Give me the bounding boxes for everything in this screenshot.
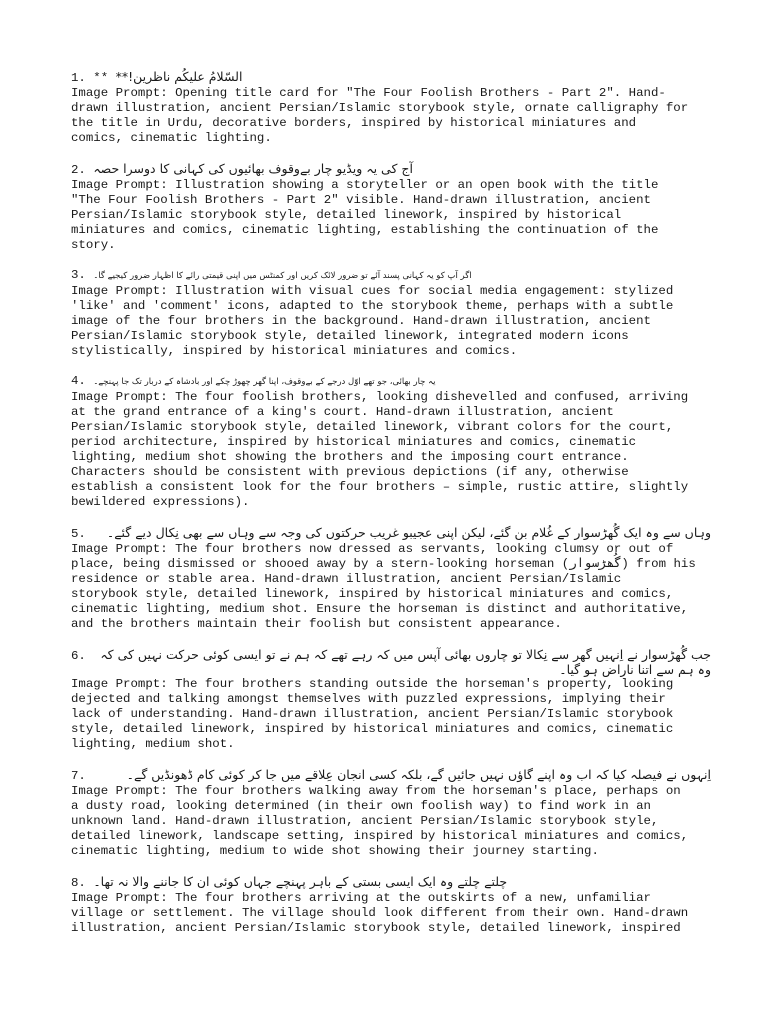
image-prompt (71, 86, 711, 146)
item-number: 4. (71, 374, 94, 388)
image-prompt (71, 784, 711, 859)
image-prompt-label: Image Prompt: (71, 390, 168, 404)
image-prompt-text: The four foolish brothers, looking dishevelled and confused, arriving at the grand entrance of a king's court. Hand-drawn illustration, ancient Persian/Islamic storybook style, detailed linework, vibrant colors for the court, period architecture, inspired by historical miniatures and comics, cinematic lighting, medium shot showing the brothers and the imposing court entrance. Characters should be consistent with previous depictions (if any, otherwise establish a consistent look for the four brothers – simple, rustic attire, slightly bewildered expressions). (71, 390, 689, 509)
urdu-narration-line (71, 69, 711, 86)
urdu-narration-line (71, 268, 711, 284)
urdu-narration-text: جب گُھڑسوار نے اِنہیں گھر سے نِکالا تو چاروں بھائی آپس میں کہ رہے تھے کہ ہم نے تو ایسی کوئی حرکت نہیں کی کہ وہ ہم سے اتنا ناراض ہو گیا۔ (100, 647, 711, 677)
document-body (71, 69, 711, 951)
image-prompt (71, 390, 711, 510)
urdu-narration-line (71, 161, 711, 178)
script-item (71, 268, 711, 359)
urdu-narration-text: آج کی یہ ویڈیو چار بےوقوف بھائیوں کی کہانی کا دوسرا حصہ (93, 161, 413, 176)
image-prompt (71, 178, 711, 253)
image-prompt-label: Image Prompt: (71, 542, 168, 556)
item-number: 3. (71, 268, 94, 282)
item-number: 1. ** (71, 71, 116, 85)
item-number: 8. (71, 876, 94, 890)
urdu-narration-line (71, 374, 711, 390)
urdu-narration-text: اِنہوں نے فیصلہ کیا کہ اب وہ اپنے گاؤں نہیں جائیں گے، بلکہ کسی انجان عِلاقے میں جا کر کوئی کام ڈھونڈیں گے۔ (126, 767, 711, 782)
script-item (71, 647, 711, 752)
image-prompt-label: Image Prompt: (71, 86, 168, 100)
item-number: 6. (71, 649, 94, 663)
image-prompt-label: Image Prompt: (71, 284, 168, 298)
image-prompt-text: The four brothers standing outside the horseman's property, looking dejected and talking amongst themselves with puzzled expressions, implying their lack of understanding. Hand-drawn illustration, ancient Persian/Islamic storybook style, detailed linework, inspired by historical miniatures and comics, cinematic lighting, medium shot. (71, 677, 674, 751)
script-item (71, 874, 711, 936)
urdu-narration-line (71, 525, 711, 542)
urdu-narration-text: چلتے چلتے وہ ایک ایسی بستی کے باہر پہنچے جہاں کوئی ان کا جاننے والا نہ تھا۔ (93, 874, 508, 889)
script-item (71, 525, 711, 632)
urdu-narration-line (71, 767, 711, 784)
urdu-narration-text: اگر آپ کو یہ کہانی پسند آئے تو ضرور لائک کریں اور کمنٹس میں اپنی قیمتی رائے کا اظہار ضرور کیجیے گا۔ (93, 271, 472, 281)
item-number: 7. (71, 769, 94, 783)
script-item (71, 767, 711, 859)
image-prompt (71, 542, 711, 632)
script-item (71, 69, 711, 146)
item-number: 5. (71, 527, 94, 541)
urdu-narration-line (71, 647, 711, 677)
urdu-narration-text: السّلامُ علیکُم ناظرین!** (115, 69, 243, 84)
script-item (71, 161, 711, 253)
urdu-narration-text: یہ چار بھائی، جو تھے اوّل درجے کے بےوقوف، اپنا گھر چھوڑ چکے اور بادشاہ کے دربار تک جا پہنچے۔ (93, 377, 436, 387)
image-prompt-text: The four brothers now dressed as servants, looking clumsy or out of place, being dismissed or shooed away by a stern-looking horseman (گُھڑسوار) from his residence or stable area. Hand-drawn illustration, ancient Persian/Islamic storybook style, detailed linework, inspired by historical miniatures and comics, cinematic lighting, medium shot. Ensure the horseman is distinct and authoritative, and the brothers maintain their foolish but consistent appearance. (71, 542, 696, 631)
image-prompt (71, 284, 711, 359)
image-prompt (71, 677, 711, 752)
urdu-narration-text: وہاں سے وہ ایک گُھڑسوار کے غُلام بن گئے، لیکن اپنی عجیبو غریب حرکتوں کی وجہ سے وہاں سے بھی نِکال دیے گئے۔ (106, 525, 711, 540)
image-prompt-label: Image Prompt: (71, 677, 168, 691)
urdu-narration-line (71, 874, 711, 891)
image-prompt-text: The four brothers arriving at the outskirts of a new, unfamiliar village or settlement. The village should look different from their own. Hand-drawn illustration, ancient Persian/Islamic storybook style, detailed linework, inspired (71, 891, 689, 935)
image-prompt-text: Illustration showing a storyteller or an open book with the title "The Four Foolish Brothers - Part 2" visible. Hand-drawn illustration, ancient Persian/Islamic storybook style, detailed linework, inspired by historical miniatures and comics, cinematic lighting, establishing the continuation of the story. (71, 178, 659, 252)
image-prompt (71, 891, 711, 936)
image-prompt-text: The four brothers walking away from the horseman's place, perhaps on a dusty road, looking determined (in their own foolish way) to find work in an unknown land. Hand-drawn illustration, ancient Persian/Islamic storybook style, detailed linework, landscape setting, inspired by historical miniatures and comics, cinematic lighting, medium to wide shot showing their journey starting. (71, 784, 689, 858)
image-prompt-label: Image Prompt: (71, 891, 168, 905)
script-item (71, 374, 711, 510)
image-prompt-text: Illustration with visual cues for social media engagement: stylized 'like' and 'comment' icons, adapted to the storybook theme, perhaps with a subtle image of the four brothers in the background. Hand-drawn illustration, ancient Persian/Islamic storybook style, detailed linework, integrated modern icons stylistically, inspired by historical miniatures and comics. (71, 284, 674, 358)
image-prompt-label: Image Prompt: (71, 784, 168, 798)
item-number: 2. (71, 163, 94, 177)
image-prompt-text: Opening title card for "The Four Foolish Brothers - Part 2". Hand- drawn illustration, ancient Persian/Islamic storybook style, ornate calligraphy for the title in Urdu, decorative borders, inspired by historical miniatures and comics, cinematic lighting. (71, 86, 689, 145)
image-prompt-label: Image Prompt: (71, 178, 168, 192)
